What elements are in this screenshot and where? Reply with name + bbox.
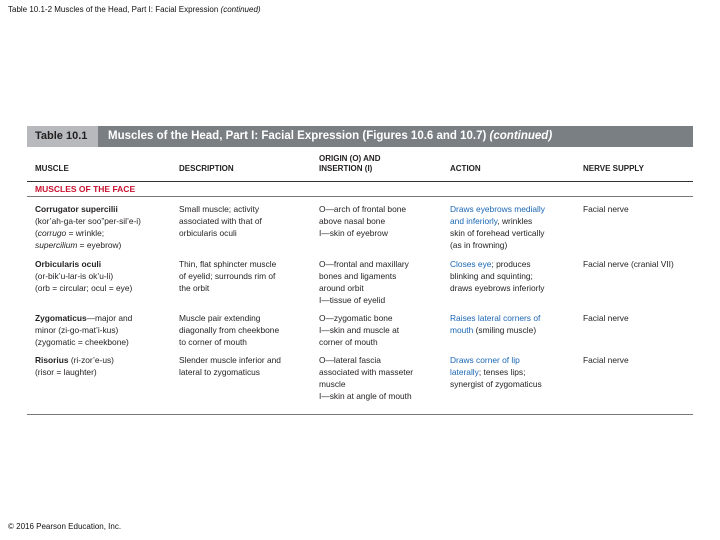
muscle-name: Zygomaticus — [35, 313, 87, 323]
table-row-muscle: Risorius (ri-zor’e-us) (risor = laughter) — [35, 355, 114, 377]
table-row-action: Draws corner of lip laterally; tenses lips; synergist of zygomaticus — [450, 355, 542, 389]
muscle-etymology: (risor = laughter) — [35, 367, 97, 377]
header-origin-line2: INSERTION (I) — [319, 164, 373, 173]
table-row-nerve: Facial nerve — [583, 204, 629, 214]
header-muscle: MUSCLE — [35, 164, 69, 173]
table-row-action: Draws eyebrows medially and inferiorly, wrinkles skin of forehead vertically (as in frowning) — [450, 204, 545, 250]
table-bottom-rule — [27, 414, 693, 415]
table-row-origin: O—arch of frontal bone above nasal bone I—skin of eyebrow — [319, 204, 407, 238]
muscle-name: Corrugator supercilii — [35, 204, 118, 214]
slide-title — [8, 5, 261, 14]
slide-title-continued: (continued) — [220, 5, 261, 14]
table-row-description: Slender muscle inferior and lateral to zygomaticus — [179, 355, 281, 377]
header-rule — [27, 181, 693, 182]
etym-word: corrugo — [37, 228, 67, 238]
table-banner — [27, 126, 693, 147]
table-row-nerve: Facial nerve — [583, 313, 629, 323]
muscle-pronunciation: (or-bik’u-lar-is ok’u-li) — [35, 271, 114, 281]
table-row-action: Raises lateral corners of mouth (smiling muscle) — [450, 313, 541, 335]
header-nerve: NERVE SUPPLY — [583, 164, 644, 173]
table-row-action: Closes eye; produces blinking and squinting; draws eyebrows inferiorly — [450, 259, 545, 293]
table-caption — [108, 126, 552, 147]
table-row-muscle: Zygomaticus—major and minor (zi-go-mat’i-kus) (zygomatic = cheekbone) — [35, 313, 133, 347]
table-caption-continued: (continued) — [489, 130, 553, 142]
table-row-nerve: Facial nerve (cranial VII) — [583, 259, 674, 269]
table-row-origin: O—lateral fascia associated with masseter muscle I—skin at angle of mouth — [319, 355, 414, 401]
table-row-muscle — [35, 258, 132, 294]
etym-meaning: = eyebrow) — [77, 240, 122, 250]
copyright: © 2016 Pearson Education, Inc. — [8, 522, 122, 531]
table-row-description: Thin, flat sphincter muscle of eyelid; surrounds rim of the orbit — [179, 259, 277, 293]
table-row-origin: O—frontal and maxillary bones and ligaments around orbit I—tissue of eyelid — [319, 259, 409, 305]
header-description: DESCRIPTION — [179, 164, 234, 173]
slide-title-main: Table 10.1-2 Muscles of the Head, Part I: Facial Expression — [8, 5, 221, 14]
muscle-name: Risorius — [35, 355, 69, 365]
table-caption-text: Muscles of the Head, Part I: Facial Expression (Figures 10.6 and 10.7) — [108, 130, 490, 142]
muscle-pronunciation: (kor’ah-ga-ter soo”per-sil’e-i) — [35, 216, 141, 226]
muscle-etymology: (zygomatic = cheekbone) — [35, 337, 129, 347]
section-heading: MUSCLES OF THE FACE — [35, 184, 136, 194]
etym-word: supercilium — [35, 240, 78, 250]
etym-meaning: = wrinkle; — [66, 228, 105, 238]
muscle-name: Orbicularis oculi — [35, 259, 102, 269]
section-rule — [27, 196, 693, 197]
table-row-description: Muscle pair extending diagonally from cheekbone to corner of mouth — [179, 313, 280, 347]
table-number: Table 10.1 — [27, 126, 98, 147]
header-origin — [319, 154, 380, 174]
table-row-description: Small muscle; activity associated with that of orbicularis oculi — [179, 204, 262, 238]
table-row-origin: O—zygomatic bone I—skin and muscle at corner of mouth — [319, 313, 400, 347]
table-row-muscle: Corrugator supercilii (kor’ah-ga-ter soo”per-sil’e-i) (corrugo = wrinkle; supercilium = eyebrow) — [35, 204, 141, 250]
header-origin-line1: ORIGIN (O) AND — [319, 154, 381, 163]
muscle-pronunciation: minor (zi-go-mat’i-kus) — [35, 325, 119, 335]
muscle-table — [27, 126, 693, 416]
table-row-nerve: Facial nerve — [583, 355, 629, 365]
header-action: ACTION — [450, 164, 481, 173]
muscle-etymology: (orb = circular; ocul = eye) — [35, 283, 133, 293]
